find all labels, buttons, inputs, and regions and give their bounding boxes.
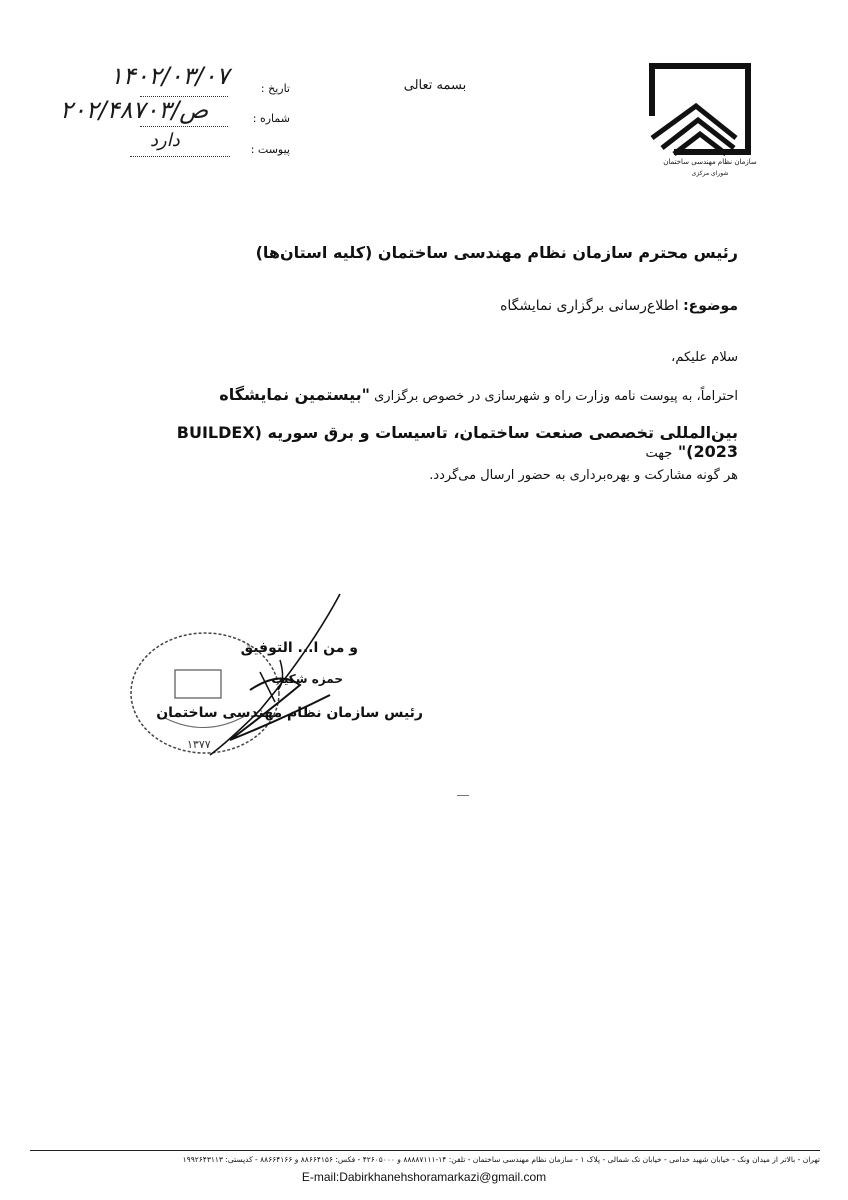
- invocation: بسمه تعالی: [403, 78, 467, 93]
- footer-divider: [30, 1150, 820, 1151]
- subject-label: موضوع:: [683, 298, 738, 314]
- subject-text: اطلاع‌رسانی برگزاری نمایشگاه: [500, 298, 679, 314]
- greeting: سلام علیکم،: [671, 350, 738, 365]
- paragraph-2-bold: بین‌المللی تخصصی صنعت ساختمان، تاسیسات و برق سوریه (BUILDEX 2023)": [176, 423, 738, 461]
- paragraph-3: هر گونه مشارکت و بهره‌برداری به حضور ارسال می‌گردد.: [429, 468, 738, 483]
- number-dots: [140, 126, 228, 127]
- footer-email: E-mail:Dabirkhanehshoramarkazi@gmail.com: [301, 1170, 547, 1184]
- attachment-value: دارد: [150, 130, 180, 151]
- paragraph-1-bold: "بیستمین نمایشگاه: [219, 385, 370, 404]
- stamp-year: ۱۳۷۷: [187, 738, 211, 751]
- footer-address: تهران - بالاتر از میدان ونک - خیابان شهید خدامی - خیابان تک شمالی - پلاک ۱ - سازمان نظام مهندسی ساختمان - تلفن: ۱۴-۸۸۸۸۷۱۱۱ و ۴۲۶۰۵۰۰۰ - فکس: ۸۸۶۶۴۱۵۶ و ۸۸۶۶۴۱۶۶ - کدپستی: ۱۹۹۲۶۴۳۱۱۳: [182, 1155, 820, 1164]
- organization-subtitle: شورای مرکزی: [691, 170, 729, 177]
- date-value: ۱۴۰۲/۰۳/۰۷: [110, 62, 230, 90]
- paragraph-2: [118, 423, 738, 461]
- signature-closing: و من ا... التوفیق: [240, 640, 358, 656]
- paragraph-1: [118, 385, 738, 404]
- signatory-name: حمزه شکیب: [271, 672, 343, 686]
- date-label: تاریخ :: [260, 82, 290, 95]
- subject-line: [500, 298, 738, 314]
- paragraph-2-text: جهت: [645, 446, 673, 461]
- page-mark: [457, 795, 469, 796]
- number-value: ۲۰۲/۴۸۷۰۳/ص: [60, 96, 209, 124]
- attachment-dots: [130, 156, 230, 157]
- organization-name: سازمان نظام مهندسی ساختمان: [663, 158, 757, 166]
- number-label: شماره :: [252, 112, 290, 125]
- signatory-title: رئیس سازمان نظام مهندسی ساختمان: [156, 705, 423, 721]
- recipient-title: رئیس محترم سازمان نظام مهندسی ساختمان (کلیه استان‌ها): [255, 243, 738, 262]
- attachment-label: پیوست :: [250, 143, 290, 156]
- paragraph-1-text: احتراماً، به پیوست نامه وزارت راه و شهرسازی در خصوص برگزاری: [374, 389, 738, 404]
